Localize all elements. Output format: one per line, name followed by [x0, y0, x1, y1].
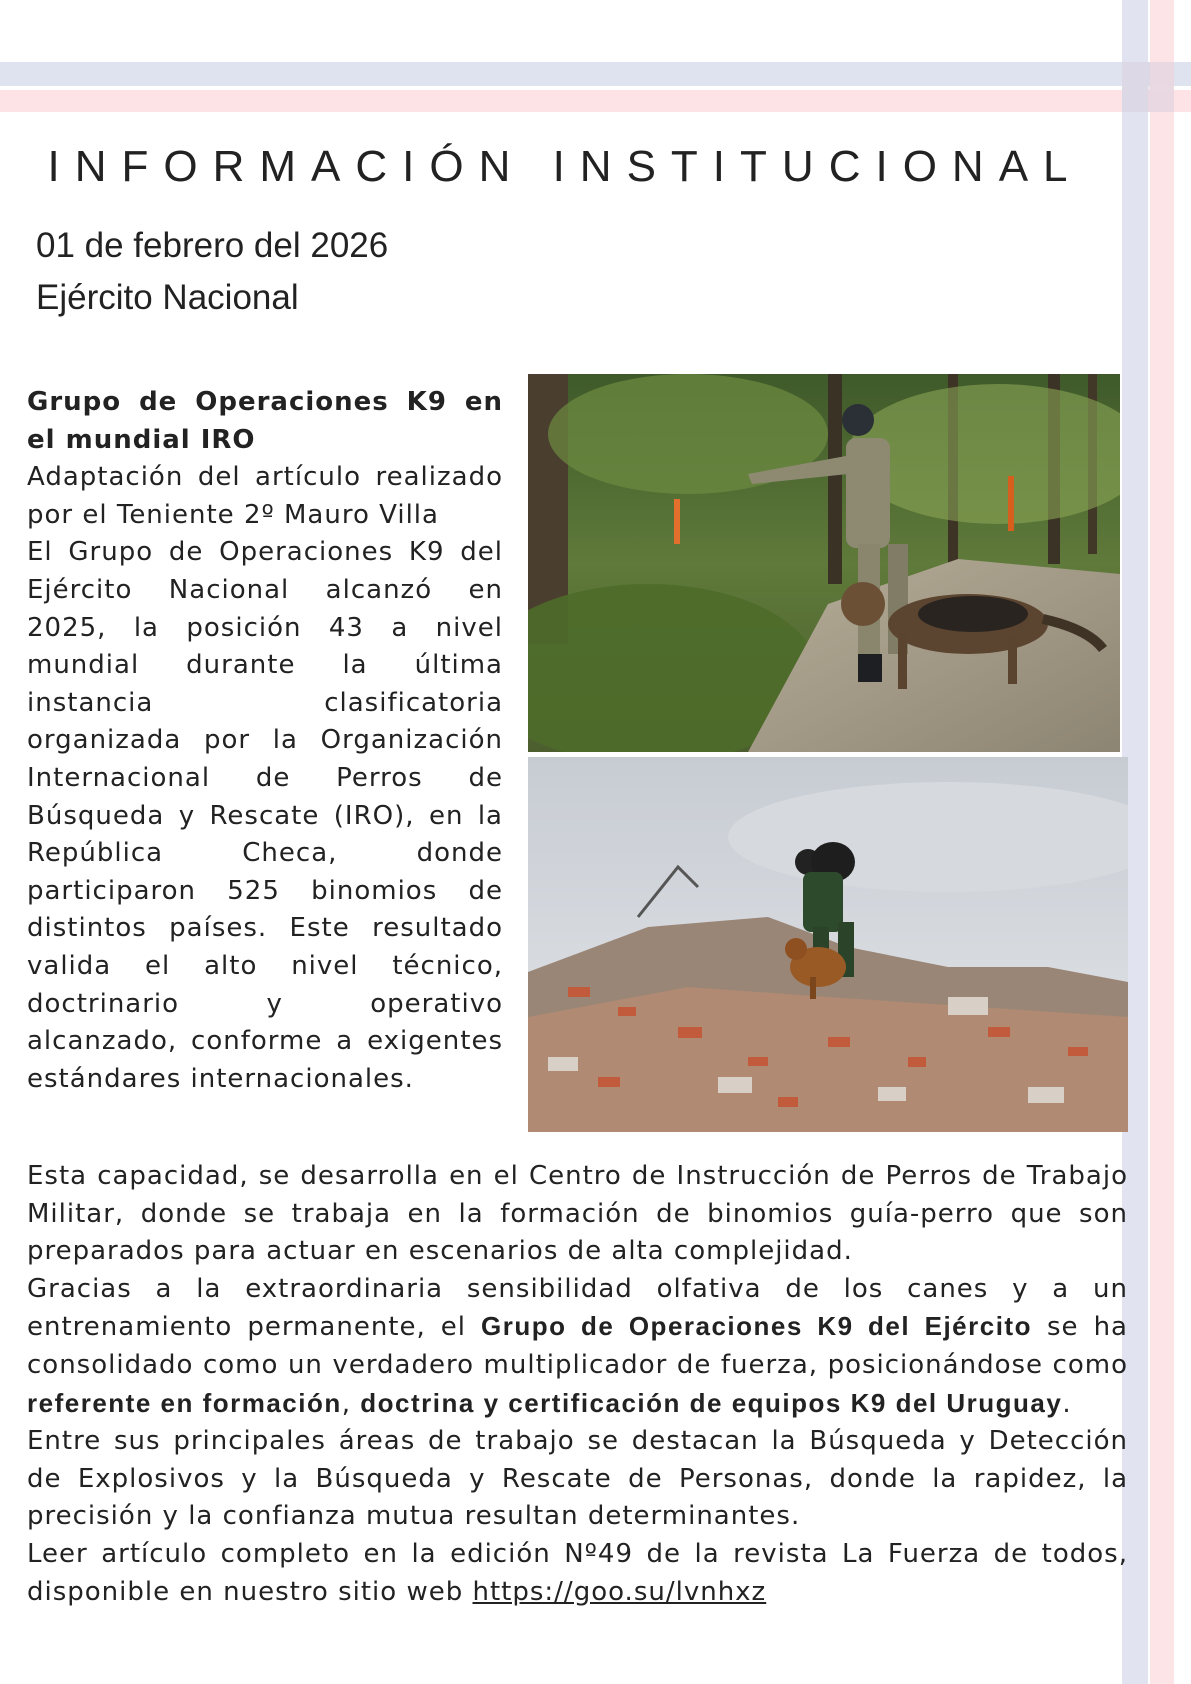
side-stripe-pink — [1150, 0, 1174, 1684]
forest-search-photo — [528, 374, 1120, 752]
paragraph-olfactory-comma: , — [341, 1388, 361, 1419]
paragraph-olfactory — [27, 1271, 1128, 1423]
highlight-training-reference: referente en formación — [27, 1387, 342, 1418]
paragraph-capacity: Esta capacidad, se desarrolla en el Centro de Instrucción de Perros de Trabajo Militar, donde se trabaja en la formación de binomios guía-perro que son preparados para actuar en escenarios de alta complejidad. — [27, 1161, 1128, 1267]
article-title: Grupo de Operaciones K9 en el mundial IRO — [27, 387, 503, 455]
rubble-rescue-photo — [528, 757, 1128, 1132]
page-title: INFORMACIÓN INSTITUCIONAL — [47, 142, 1083, 191]
highlight-k9-group: Grupo de Operaciones K9 del Ejército — [481, 1311, 1032, 1342]
paragraph-olfactory-text-1: Gracias a la extraordinaria sensibilidad olfativa de los canes y a un entrenamiento permanente, el — [27, 1273, 1128, 1343]
article-byline: Adaptación del artículo realizado por el Teniente 2º Mauro Villa — [27, 462, 503, 530]
publication-date: 01 de febrero del 2026 — [36, 226, 389, 265]
read-more-text: Leer artículo completo en la edición Nº49 de la revista La Fuerza de todos, disponible en nuestro sitio web — [27, 1538, 1128, 1607]
organization-name: Ejército Nacional — [36, 278, 299, 317]
article-column — [27, 384, 503, 1098]
article-link[interactable]: https://goo.su/lvnhxz — [472, 1576, 767, 1607]
stripe-overlap — [1122, 62, 1174, 112]
paragraph-work-areas: Entre sus principales áreas de trabajo se destacan la Búsqueda y Detección de Explosivos y la Búsqueda y Rescate de Personas, donde la rapidez, la precisión y la confianza mutua resultan determinantes. — [27, 1426, 1128, 1532]
paragraph-read-more — [27, 1536, 1128, 1611]
top-stripe-blue — [0, 62, 1191, 86]
article-body — [27, 1158, 1128, 1611]
paragraph-olfactory-period: . — [1062, 1388, 1072, 1419]
article-intro: El Grupo de Operaciones K9 del Ejército Nacional alcanzó en 2025, la posición 43 a nivel mundial durante la última instancia clasificatoria organizada por la Organización Internacional de Perros de Búsqueda y Rescate (IRO), en la República Checa, donde participaron 525 binomios de distintos países. Este resultado valida el alto nivel técnico, doctrinario y operativo alcanzado, conforme a exigentes estándares internacionales. — [27, 537, 503, 1094]
highlight-doctrine-certification: doctrina y certificación de equipos K9 del Uruguay — [360, 1387, 1063, 1418]
top-stripe-pink — [0, 90, 1191, 112]
paragraph-olfactory-text-2: se ha consolidado como un verdadero multiplicador de fuerza, posicionándose como — [27, 1312, 1128, 1380]
